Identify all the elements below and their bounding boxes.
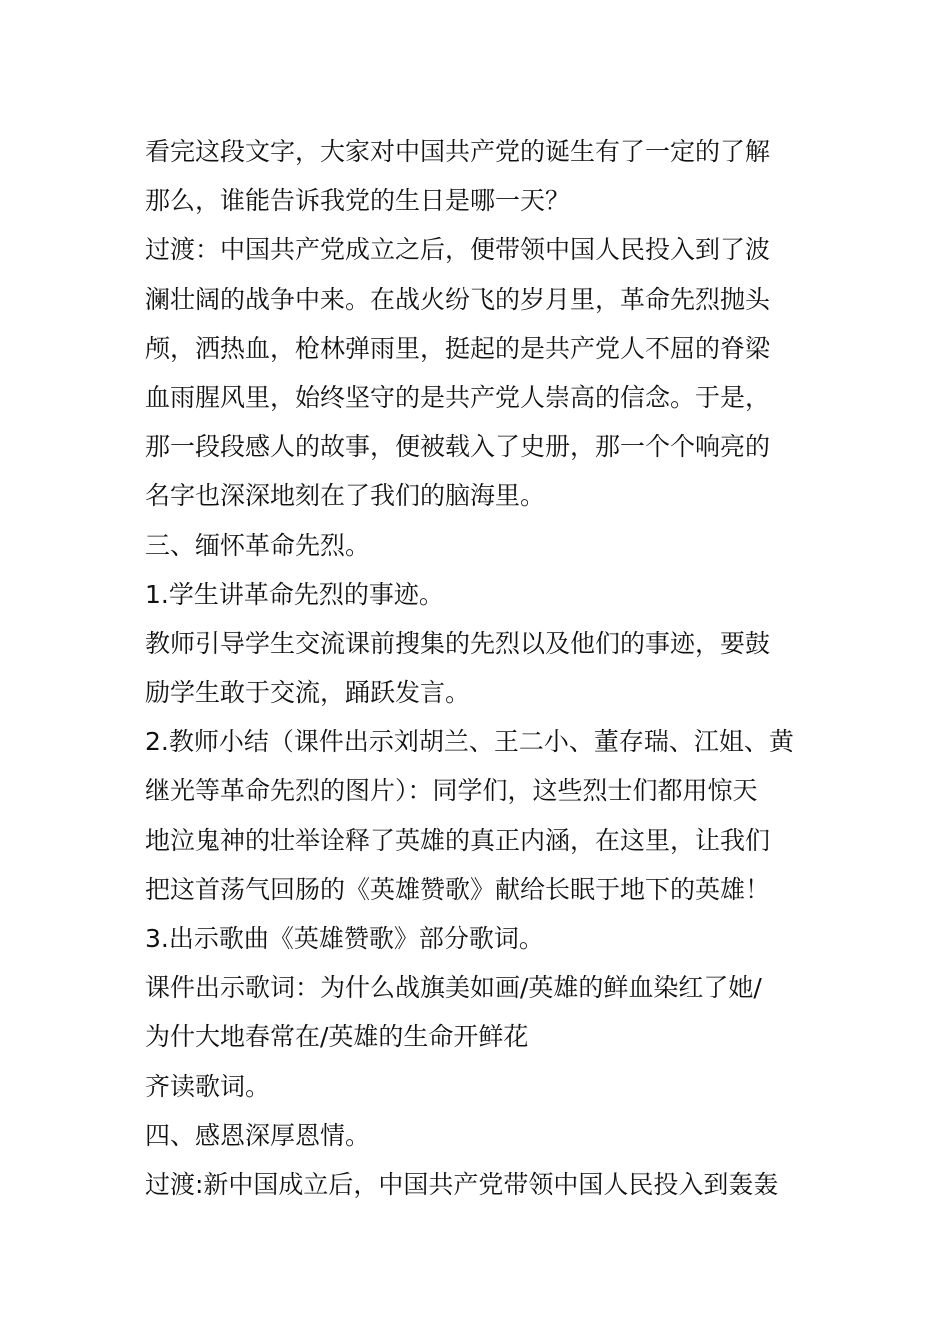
section-heading: 四、感恩深厚恩情。 — [145, 1120, 371, 1150]
numbered-item: 3.出示歌曲《英雄赞歌》部分歌词。 — [145, 924, 544, 953]
paragraph-line: 励学生敢于交流，踊跃发言。 — [145, 678, 471, 708]
paragraph-line: 把这首荡气回肠的《英雄赞歌》献给长眠于地下的英雄！ — [145, 874, 771, 904]
section-heading: 三、缅怀革命先烈。 — [145, 530, 371, 560]
paragraph-line: 继光等革命先烈的图片）：同学们，这些烈士们都用惊天 — [145, 776, 758, 806]
paragraph-line: 澜壮阔的战争中来。在战火纷飞的岁月里，革命先烈抛头 — [145, 284, 771, 314]
paragraph-line: 过渡：中国共产党成立之后，便带领中国人民投入到了波 — [145, 235, 771, 265]
paragraph-line: 地泣鬼神的壮举诠释了英雄的真正内涵，在这里，让我们 — [145, 825, 771, 855]
paragraph-line: 齐读歌词。 — [145, 1071, 271, 1101]
paragraph-line: 为什大地春常在/英雄的生命开鲜花 — [145, 1022, 529, 1052]
paragraph-line: 过渡:新中国成立后，中国共产党带领中国人民投入到轰轰 — [145, 1169, 779, 1199]
paragraph-line: 看完这段文字，大家对中国共产党的诞生有了一定的了解 — [145, 137, 771, 166]
paragraph-line: 教师引导学生交流课前搜集的先烈以及他们的事迹，要鼓 — [145, 628, 771, 658]
document-body — [145, 127, 810, 1209]
paragraph-line: 名字也深深地刻在了我们的脑海里。 — [145, 481, 546, 511]
paragraph-line: 课件出示歌词：为什么战旗美如画/英雄的鲜血染红了她/ — [145, 973, 762, 1003]
paragraph-line: 血雨腥风里，始终坚守的是共产党人崇高的信念。于是， — [145, 382, 771, 412]
paragraph-line: 那么，谁能告诉我党的生日是哪一天？ — [145, 186, 571, 216]
numbered-item: 1.学生讲革命先烈的事迹。 — [145, 579, 444, 609]
numbered-item: 2.教师小结（课件出示刘胡兰、王二小、董存瑞、江姐、黄 — [145, 727, 794, 757]
paragraph-line: 颅，洒热血，枪林弹雨里，挺起的是共产党人不屈的脊梁 — [145, 333, 771, 363]
paragraph-line: 那一段段感人的故事，便被载入了史册，那一个个响亮的 — [145, 432, 771, 462]
